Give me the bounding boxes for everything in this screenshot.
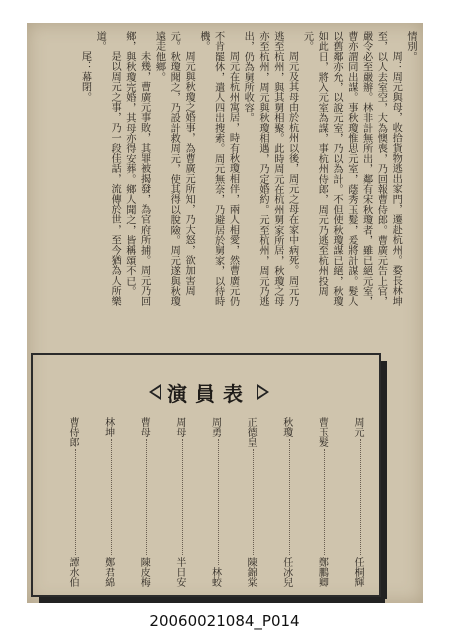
cast-role: 秋瓊: [280, 417, 292, 437]
cast-actor: 鄭君綿: [102, 557, 114, 587]
cast-entry: [350, 417, 365, 587]
cast-actor: 鄭鵬卿: [316, 557, 328, 587]
dot-leader: [324, 449, 325, 555]
cast-role: 周元: [352, 417, 363, 437]
body-paragraph: 周元與秋瓊之婚事，為曹廣元所知，乃大怒，欲加害周元。秋瓊聞之，乃設計救周元，使其得以脫險。周元遂與秋瓊遠走他鄉。: [153, 31, 195, 307]
dot-leader: [360, 439, 361, 555]
cast-actor: 陳皮梅: [138, 557, 150, 587]
cast-actor: 譚水伯: [67, 557, 78, 587]
cast-actor: 林蛟: [209, 567, 221, 587]
cast-entry: [243, 417, 258, 587]
dot-leader: [146, 439, 147, 555]
cast-role: 林坤: [102, 417, 114, 437]
cast-columns: [65, 417, 365, 589]
dot-leader: [75, 449, 76, 555]
cast-title-text: 演員表: [167, 381, 251, 406]
cast-entry: [314, 417, 329, 587]
cast-role: 曹侍郎: [67, 417, 78, 447]
dot-leader: [289, 439, 290, 555]
body-text: [59, 31, 417, 311]
cast-role: 曹母: [138, 417, 150, 437]
cast-role: 周母: [173, 417, 185, 437]
cast-entry: [65, 417, 80, 587]
dot-leader: [253, 449, 254, 555]
dot-leader: [218, 439, 219, 565]
cast-actor: 陳錦棠: [245, 557, 257, 587]
scanned-page: [27, 23, 423, 603]
body-paragraph: 未幾，曹廣元事敗，其罪被揭發，為官府所捕。周元乃回鄉，與秋瓊完婚，其母亦得安葬。鄉人聞之，皆稱頌不已。: [123, 31, 150, 307]
body-paragraph: 情別。: [405, 31, 416, 62]
cast-role: 周勇: [209, 417, 221, 437]
triangle-right-icon: [257, 384, 269, 400]
cast-entry: [172, 417, 187, 587]
body-paragraph: 尾：幕閉。: [79, 51, 91, 103]
cast-entry: [101, 417, 116, 587]
dot-leader: [111, 439, 112, 555]
body-paragraph: 周元在杭州寓居，時有秋瓊相伴，兩人相愛，然曹廣元仍不肯罷休，遣人四出搜索。周元無奈，乃避居於舅家，以待時機。: [197, 31, 239, 307]
cast-entry: [279, 417, 294, 587]
cast-actor: 任冰兒: [280, 557, 292, 587]
cast-entry: [136, 417, 151, 587]
cast-entry: [208, 417, 223, 587]
cast-actor: 半日安: [173, 557, 185, 587]
cast-role: 曹玉髮: [316, 417, 328, 447]
body-paragraph: 周：周元與母，收拾貨物逃出家門，遷赴杭州。婺長林坤至，以人去室空，大為懊喪，乃回報曹侍郎。曹廣元告上官，嚴令必至嚴辦。林非計無所出，鄰有宋秋瓊者，雖已絕元室，曹亦謂同出謀。事秋瓊惟思元室，蔭秀玉髮，爰將計謀。髮人以舊鄰亦允，以說元室，乃以為計。不但使秋瓊謀已絕，秋瓊如此日，將入元室為謀，事杭州侍郎，周元乃逃至杭州投周元。: [301, 31, 402, 307]
cast-actor: 任桐輝: [352, 557, 363, 587]
body-paragraph: 周元及其母由於杭州以後，周元之母在家中病死。周元乃逃至杭州，與其舅相聚。此時周元在杭州舅家所居，秋瓊之母亦至杭州，周元與秋瓊相遇，乃定婚約。元至杭州，周元乃逃出，仍為舅所收容。: [242, 31, 298, 307]
cast-title: [129, 380, 289, 404]
triangle-left-icon: [149, 384, 161, 400]
cast-list-box: [31, 353, 381, 597]
body-paragraph: 是以周元之事，乃一段佳話，流傳於世，至今猶為人所樂道。: [94, 31, 121, 307]
dot-leader: [182, 439, 183, 555]
cast-role: 正德皇: [245, 417, 257, 447]
image-caption: 20060021084_P014: [149, 612, 300, 630]
